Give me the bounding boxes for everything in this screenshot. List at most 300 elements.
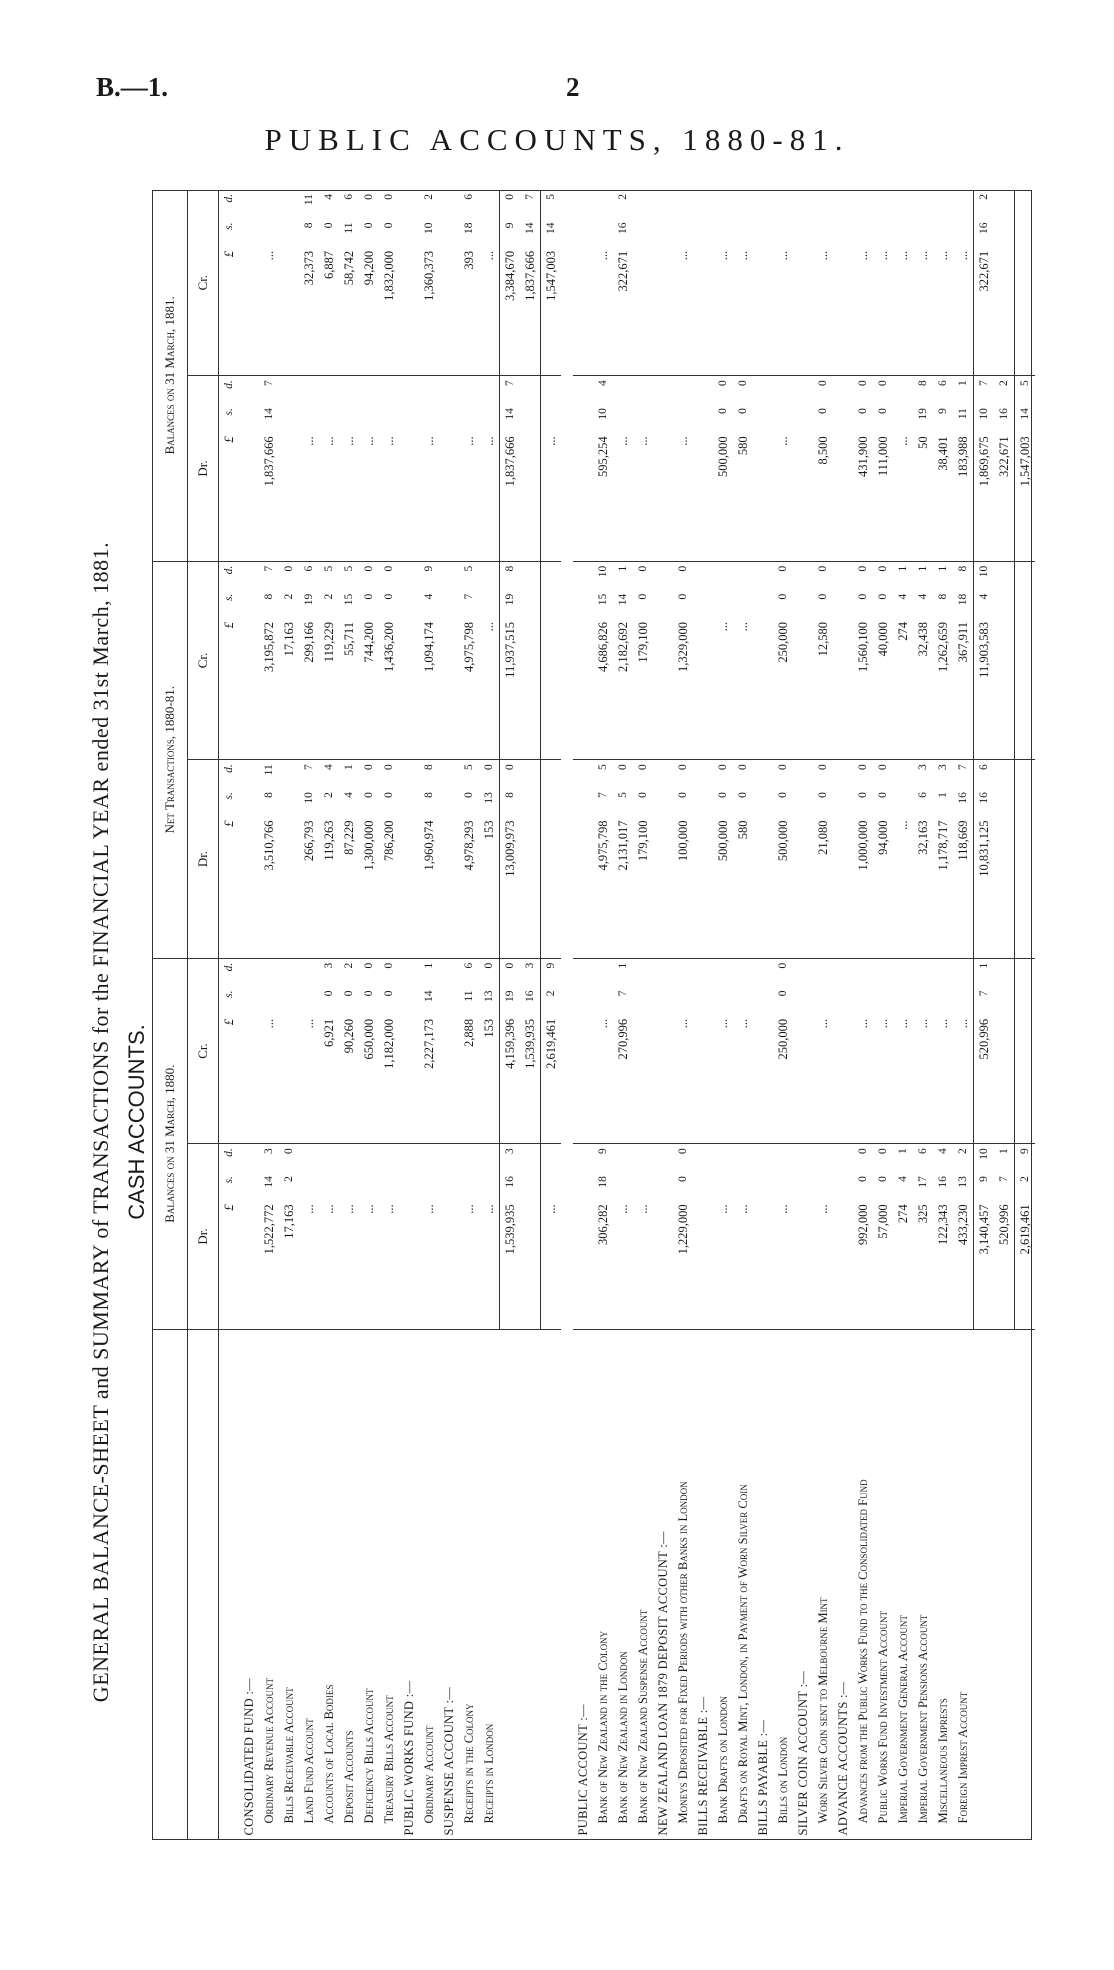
account-name: Public Works Fund Investment Account — [875, 1611, 890, 1824]
amount-pounds: ... — [773, 247, 793, 376]
amount-pence: 0 — [857, 764, 869, 771]
amount-shillings: 17 — [917, 1176, 929, 1188]
amount-shillings — [713, 1172, 733, 1200]
amount-pounds: 11,937,515 — [500, 618, 521, 760]
amount-shillings: 14 — [524, 222, 536, 235]
amount-pounds: 786,200 — [379, 816, 399, 958]
account-name: Worn Silver Coin sent to Melbourne Mint — [815, 1597, 830, 1824]
amount-shillings: 15 — [597, 593, 609, 606]
amount-shillings — [653, 219, 673, 247]
amount-pounds: 1,229,000 — [673, 1200, 693, 1329]
amount-pounds: ... — [873, 247, 893, 376]
amount-pence — [339, 1144, 359, 1172]
section-heading-row — [653, 190, 673, 1840]
group-header-1880: Balances on 31 March, 1880. — [153, 958, 188, 1329]
amount-pounds — [633, 247, 653, 376]
amount-pence — [419, 1144, 439, 1172]
amount-shillings — [813, 987, 833, 1015]
amount-pounds — [573, 618, 593, 760]
amount-shillings: 0 — [383, 222, 395, 229]
section-heading-row — [399, 190, 419, 1840]
amount-pounds: 50 — [913, 432, 933, 561]
amount-pence: 1 — [897, 1148, 909, 1154]
amount-shillings — [853, 987, 873, 1015]
amount-shillings — [733, 219, 753, 247]
amount-pence — [693, 760, 713, 788]
amount-pence — [713, 958, 733, 986]
account-name: Land Fund Account — [301, 1718, 316, 1824]
amount-shillings — [1015, 788, 1036, 816]
amount-shillings — [259, 987, 279, 1015]
amount-shillings — [793, 1172, 813, 1200]
account-name: Ordinary Account — [421, 1725, 436, 1824]
amount-shillings — [913, 219, 933, 247]
amount-shillings: 0 — [857, 1176, 869, 1182]
section-heading-row — [793, 190, 813, 1840]
section-heading-row — [753, 190, 773, 1840]
amount-shillings: 8 — [303, 222, 315, 229]
amount-pence: 0 — [363, 194, 375, 200]
amount-pence — [299, 1144, 319, 1172]
amount-shillings — [773, 219, 793, 247]
amount-pounds: ... — [459, 1200, 479, 1329]
amount-pounds: 650,000 — [359, 1015, 379, 1144]
amount-pence: 0 — [677, 1148, 689, 1154]
amount-pounds: 306,282 — [593, 1200, 613, 1329]
amount-shillings — [713, 590, 733, 618]
amount-pounds: ... — [339, 432, 359, 561]
amount-pence: 0 — [857, 1148, 869, 1154]
amount-pounds — [653, 618, 673, 760]
amount-shillings — [793, 219, 813, 247]
amount-shillings: 0 — [877, 408, 889, 414]
amount-shillings: 9 — [937, 408, 949, 414]
account-row — [813, 190, 833, 1840]
amount-shillings: 16 — [524, 990, 536, 1003]
amount-pounds: ... — [733, 618, 753, 760]
amount-pence: 6 — [463, 194, 475, 200]
amount-shillings — [693, 219, 713, 247]
amount-shillings — [753, 788, 773, 816]
amount-pounds: ... — [593, 247, 613, 376]
total-row — [520, 190, 541, 1840]
amount-pence: 0 — [637, 764, 649, 771]
amount-pence — [439, 561, 459, 589]
amount-shillings — [753, 987, 773, 1015]
amount-pounds: 100,000 — [673, 816, 693, 958]
amount-shillings: 2 — [283, 593, 295, 600]
amount-shillings: 16 — [974, 219, 995, 247]
amount-shillings: 10 — [597, 408, 609, 420]
amount-pounds — [399, 1015, 419, 1144]
amount-shillings — [953, 987, 974, 1015]
amount-pounds: 3,195,872 — [259, 618, 279, 760]
amount-pence — [399, 1144, 419, 1172]
amount-pence: 0 — [383, 565, 395, 572]
cr-header: Cr. — [188, 561, 219, 760]
amount-pounds: ... — [673, 1015, 693, 1144]
amount-pounds — [239, 247, 259, 376]
amount-shillings — [994, 219, 1015, 247]
amount-pence — [994, 760, 1015, 788]
unit-pence: d. — [223, 565, 235, 575]
amount-pence — [994, 958, 1015, 986]
amount-pence — [753, 561, 773, 589]
amount-pounds: ... — [853, 247, 873, 376]
account-row — [593, 190, 613, 1840]
amount-shillings: 0 — [383, 792, 395, 798]
amount-pence — [813, 958, 833, 986]
amount-pounds: 1,300,000 — [359, 816, 379, 958]
amount-pounds — [833, 816, 853, 958]
amount-pounds: 40,000 — [873, 618, 893, 760]
amount-pounds: 13,009,973 — [500, 816, 521, 958]
amount-pounds — [833, 247, 853, 376]
amount-shillings — [541, 590, 562, 618]
amount-pence — [593, 958, 613, 986]
amount-pounds — [1015, 1015, 1036, 1144]
amount-pence: 0 — [500, 958, 521, 986]
amount-pounds — [653, 1200, 673, 1329]
amount-shillings — [633, 404, 653, 432]
amount-pence: 5 — [1015, 376, 1036, 404]
amount-pounds — [633, 1015, 653, 1144]
amount-pounds: ... — [673, 247, 693, 376]
amount-pounds — [439, 247, 459, 376]
amount-pounds — [833, 432, 853, 561]
amount-pence — [693, 190, 713, 219]
amount-shillings: 0 — [817, 792, 829, 798]
amount-pence — [713, 561, 733, 589]
amount-pence: 5 — [463, 764, 475, 771]
amount-pence — [359, 376, 379, 404]
amount-pence: 7 — [303, 764, 315, 771]
amount-shillings — [399, 788, 419, 816]
amount-pence — [593, 190, 613, 219]
amount-pence: 10 — [974, 561, 995, 589]
description-header — [153, 1329, 188, 1839]
amount-pence — [893, 760, 913, 788]
account-name — [500, 1329, 521, 1839]
group-header-net: Net Transactions, 1880-81. — [153, 561, 188, 958]
amount-pounds: 431,900 — [853, 432, 873, 561]
amount-shillings: 11 — [463, 990, 475, 1002]
amount-shillings — [239, 987, 259, 1015]
amount-pence: 5 — [463, 565, 475, 572]
amount-pounds: ... — [339, 1200, 359, 1329]
amount-pence — [520, 1144, 541, 1172]
amount-pence — [833, 376, 853, 404]
amount-shillings — [339, 1172, 359, 1200]
amount-shillings: 16 — [937, 1176, 949, 1188]
amount-pounds — [753, 432, 773, 561]
amount-pounds: ... — [813, 247, 833, 376]
amount-pence — [693, 376, 713, 404]
amount-pence — [573, 561, 593, 589]
amount-pounds: ... — [713, 247, 733, 376]
amount-shillings: 16 — [957, 792, 969, 804]
amount-shillings: 0 — [777, 593, 789, 600]
amount-pounds: 322,671 — [613, 247, 633, 376]
amount-pounds: 118,669 — [953, 816, 974, 958]
amount-shillings — [653, 788, 673, 816]
balance-sheet-title: GENERAL BALANCE-SHEET and SUMMARY of TRANSACTIONS for the FINANCIAL YEAR ended 31st March, 1881. — [88, 541, 113, 1703]
amount-pence — [793, 760, 813, 788]
amount-pence — [733, 190, 753, 219]
section-heading-row — [833, 190, 853, 1840]
amount-pence — [673, 376, 693, 404]
units-row — [219, 190, 240, 1840]
amount-shillings — [733, 987, 753, 1015]
amount-shillings: 7 — [998, 1176, 1010, 1182]
account-row — [319, 190, 339, 1840]
amount-shillings — [299, 404, 319, 432]
amount-pence — [953, 190, 974, 219]
amount-shillings: 0 — [817, 593, 829, 600]
amount-shillings — [613, 1172, 633, 1200]
amount-pounds — [239, 432, 259, 561]
amount-shillings — [239, 1172, 259, 1200]
amount-pence — [319, 376, 339, 404]
amount-pounds: 90,260 — [339, 1015, 359, 1144]
amount-shillings: 11 — [957, 408, 969, 420]
amount-pounds — [520, 432, 541, 561]
amount-pounds: 119,263 — [319, 816, 339, 958]
amount-shillings: 14 — [617, 593, 629, 606]
amount-pounds: 2,619,461 — [541, 1015, 562, 1144]
amount-shillings — [419, 1172, 439, 1200]
amount-pence: 10 — [974, 1144, 995, 1172]
amount-shillings: 2 — [283, 1176, 295, 1182]
amount-pounds — [753, 247, 773, 376]
amount-shillings — [479, 590, 500, 618]
amount-shillings — [994, 590, 1015, 618]
amount-pence — [793, 561, 813, 589]
amount-pounds: 595,254 — [593, 432, 613, 561]
amount-pounds: 4,975,798 — [459, 618, 479, 760]
amount-shillings — [399, 590, 419, 618]
amount-pounds — [279, 432, 299, 561]
amount-pounds: ... — [893, 247, 913, 376]
amount-pence: 3 — [937, 764, 949, 771]
amount-pounds: 1,547,003 — [541, 247, 562, 376]
amount-pounds: 17,163 — [279, 1200, 299, 1329]
amount-shillings — [693, 590, 713, 618]
amount-shillings — [359, 404, 379, 432]
amount-shillings: 7 — [617, 990, 629, 997]
unit-pence: d. — [223, 194, 235, 203]
amount-pounds: 520,996 — [974, 1015, 995, 1144]
amount-pence: 2 — [957, 1148, 969, 1154]
amount-pounds: 179,100 — [633, 618, 653, 760]
amount-pence — [479, 190, 500, 219]
amount-pounds: 3,384,670 — [500, 247, 521, 376]
amount-pence: 0 — [500, 760, 521, 788]
amount-pounds: 32,373 — [299, 247, 319, 376]
account-name: Bills Receivable Account — [281, 1687, 296, 1824]
amount-pence — [573, 376, 593, 404]
amount-pence: 0 — [817, 764, 829, 771]
unit-pence: d. — [223, 764, 235, 773]
amount-shillings — [573, 987, 593, 1015]
amount-pounds: 1,547,003 — [1015, 432, 1036, 561]
amount-pence — [653, 190, 673, 219]
amount-shillings — [399, 987, 419, 1015]
amount-pence: 0 — [500, 190, 521, 219]
amount-pounds: 2,888 — [459, 1015, 479, 1144]
amount-shillings: 14 — [263, 1176, 275, 1188]
amount-pounds — [1015, 618, 1036, 760]
amount-shillings — [733, 590, 753, 618]
amount-pounds: 57,000 — [873, 1200, 893, 1329]
amount-pence — [793, 958, 813, 986]
amount-shillings — [693, 987, 713, 1015]
amount-pence: 2 — [974, 190, 995, 219]
amount-pounds: ... — [853, 1015, 873, 1144]
section-heading: BILLS PAYABLE :— — [755, 1719, 770, 1836]
amount-pounds: 94,000 — [873, 816, 893, 958]
amount-pence — [893, 958, 913, 986]
amount-pence — [994, 190, 1015, 219]
amount-pounds — [693, 247, 713, 376]
amount-pence — [653, 561, 673, 589]
amount-pence: 6 — [937, 380, 949, 386]
amount-pounds — [239, 816, 259, 958]
amount-pence — [1015, 760, 1036, 788]
amount-pence — [733, 958, 753, 986]
amount-pence: 7 — [524, 194, 536, 200]
amount-pounds — [239, 1015, 259, 1144]
amount-shillings: 8 — [500, 788, 521, 816]
amount-pence — [833, 760, 853, 788]
amount-shillings — [520, 1172, 541, 1200]
amount-pence: 0 — [677, 565, 689, 572]
account-name — [974, 1329, 995, 1839]
amount-pence — [279, 376, 299, 404]
amount-pence: 0 — [483, 962, 495, 969]
amount-shillings — [339, 404, 359, 432]
amount-pence — [479, 561, 500, 589]
amount-shillings: 7 — [974, 987, 995, 1015]
amount-pounds: ... — [379, 432, 399, 561]
amount-pence: 3 — [917, 764, 929, 771]
amount-pence: 11 — [303, 194, 315, 206]
amount-shillings: 19 — [917, 408, 929, 420]
unit-pound: £ — [219, 432, 240, 561]
amount-pence — [399, 190, 419, 219]
amount-pence — [459, 1144, 479, 1172]
section-heading-row — [573, 190, 593, 1840]
amount-shillings — [573, 788, 593, 816]
amount-shillings — [733, 1172, 753, 1200]
amount-pence: 1 — [897, 565, 909, 572]
amount-pence: 0 — [877, 565, 889, 572]
amount-shillings: 0 — [383, 990, 395, 997]
balance-sheet-table — [152, 190, 1035, 1840]
amount-pence — [893, 376, 913, 404]
amount-pence: 0 — [363, 764, 375, 771]
amount-shillings — [520, 404, 541, 432]
amount-pence — [613, 376, 633, 404]
amount-shillings: 14 — [423, 990, 435, 1003]
amount-pence — [933, 190, 953, 219]
amount-pence — [813, 1144, 833, 1172]
amount-shillings — [833, 987, 853, 1015]
unit-shilling: s. — [223, 1176, 235, 1184]
amount-pounds — [439, 618, 459, 760]
amount-shillings: 14 — [263, 408, 275, 420]
account-name: Foreign Imprest Account — [955, 1691, 970, 1824]
amount-pence: 0 — [283, 1148, 295, 1154]
amount-pence: 0 — [383, 764, 395, 771]
account-row — [613, 190, 633, 1840]
amount-pence: 0 — [363, 962, 375, 969]
amount-pence — [541, 1144, 562, 1172]
amount-shillings — [479, 219, 500, 247]
unit-pound: £ — [219, 816, 240, 958]
account-row — [259, 190, 279, 1840]
account-name: Imperial Government General Account — [895, 1615, 910, 1824]
amount-pounds: 992,000 — [853, 1200, 873, 1329]
amount-pounds — [541, 816, 562, 958]
amount-pounds: 322,671 — [974, 247, 995, 376]
amount-pounds: ... — [893, 432, 913, 561]
amount-pence — [853, 958, 873, 986]
amount-pence: 2 — [998, 380, 1010, 386]
amount-pence: 7 — [263, 565, 275, 572]
description-subheader — [188, 1329, 219, 1839]
amount-shillings: 4 — [897, 1176, 909, 1182]
amount-shillings: 18 — [463, 222, 475, 235]
amount-shillings — [994, 788, 1015, 816]
amount-pence — [479, 376, 500, 404]
amount-pounds: 4,978,293 — [459, 816, 479, 958]
amount-pounds: 500,000 — [713, 816, 733, 958]
amount-pence: 7 — [500, 376, 521, 404]
account-row — [299, 190, 319, 1840]
amount-pence — [653, 760, 673, 788]
amount-pence — [339, 376, 359, 404]
unit-pence: d. — [223, 962, 235, 972]
amount-pounds — [653, 1015, 673, 1144]
amount-pounds: ... — [259, 1015, 279, 1144]
amount-pounds: ... — [713, 1015, 733, 1144]
amount-pounds — [439, 816, 459, 958]
amount-pence: 8 — [957, 565, 969, 572]
amount-pounds: 2,619,461 — [1015, 1200, 1036, 1329]
amount-pence: 3 — [524, 962, 536, 969]
unit-shilling: s. — [223, 408, 235, 416]
amount-pounds: 1,539,935 — [520, 1015, 541, 1144]
amount-pounds: 393 — [459, 247, 479, 376]
amount-shillings — [439, 404, 459, 432]
amount-shillings — [613, 404, 633, 432]
amount-pence: 0 — [383, 962, 395, 969]
document-reference: B.—1. — [96, 72, 169, 102]
amount-pence — [693, 561, 713, 589]
amount-pence — [239, 376, 259, 404]
amount-pence: 11 — [263, 764, 275, 776]
amount-pence — [753, 376, 773, 404]
amount-pence — [520, 561, 541, 589]
amount-shillings — [773, 404, 793, 432]
account-name: Bank of New Zealand in the Colony — [595, 1630, 610, 1824]
amount-pence — [873, 190, 893, 219]
amount-pence — [399, 561, 419, 589]
section-heading: ADVANCE ACCOUNTS :— — [835, 1681, 850, 1836]
amount-shillings — [399, 404, 419, 432]
amount-shillings: 0 — [363, 593, 375, 600]
